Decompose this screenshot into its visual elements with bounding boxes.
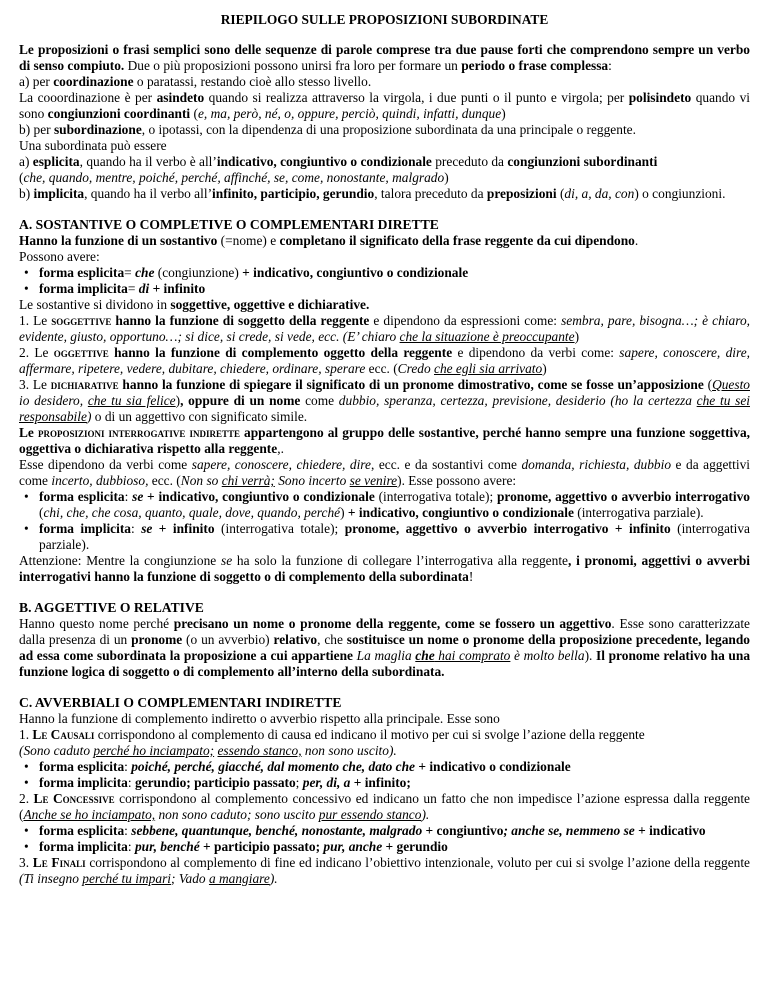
- bold-text: forma implicita: [39, 775, 128, 790]
- italic-text: chi, che, che cosa, quanto, quale, dove, quando, perché: [43, 505, 341, 520]
- text: Attenzione: Mentre la congiunzione: [19, 553, 221, 568]
- term-polisindeto: polisindeto: [628, 90, 692, 105]
- intro-paragraph: [19, 42, 750, 74]
- list-item: [39, 521, 750, 553]
- underlined-example: a mangiare: [208, 871, 270, 886]
- text: (interrogativa totale);: [214, 521, 345, 536]
- text: :: [124, 489, 133, 504]
- text: corrispondono al complemento di fine ed indicano l’obiettivo intenzionale, voluto per cui si svolge l’azione della reggente: [85, 855, 751, 870]
- subordinate-intro: Una subordinata può essere: [19, 138, 167, 153]
- italic-text: Non so: [180, 473, 222, 488]
- underlined-example: pur essendo stanco: [318, 807, 422, 822]
- text: 2.: [19, 791, 34, 806]
- text: 3.: [19, 855, 33, 870]
- explicit-line: [19, 154, 750, 186]
- implicit-line: [19, 186, 750, 202]
- page-title: RIEPILOGO SULLE PROPOSIZIONI SUBORDINATE: [220, 12, 549, 27]
- intro-bold-text: Le proposizioni o frasi semplici sono delle sequenze di parole comprese tra due pause forti che comprendono sempre un verbo di senso compiuto.: [19, 42, 750, 73]
- bold-text: completano il significato della frase reggente da cui dipendono: [279, 233, 635, 248]
- text: 1.: [19, 727, 33, 742]
- bold-text: hanno la funzione di spiegare il significato di un pronome dimostrativo, come se fosse un’apposizione: [118, 377, 704, 392]
- concessive-forms-list: [19, 823, 750, 855]
- text: b): [19, 186, 34, 201]
- section-c-heading: C. AVVERBIALI O COMPLEMENTARI INDIRETTE: [19, 695, 342, 710]
- section-a-heading: A. SOSTANTIVE O COMPLETIVE O COMPLEMENTARI DIRETTE: [19, 217, 439, 232]
- bold-text: soggettive, oggettive e dichiarative.: [170, 297, 370, 312]
- bold-text: + indicativo, congiuntivo o condizionale: [347, 505, 574, 520]
- list-item: [39, 775, 750, 791]
- italic-text: (Ti insegno: [19, 871, 83, 886]
- text: Le sostantive si dividono in: [19, 297, 171, 312]
- text: La cooordinazione è per: [19, 90, 157, 105]
- term-implicita: implicita: [33, 186, 85, 201]
- bold-text: forma implicita: [39, 281, 128, 296]
- italic-text: incerto, dubbioso,: [51, 473, 149, 488]
- text: quando si realizza attraverso la virgola, i due punti o il punto e virgola; per: [204, 90, 629, 105]
- term: Le Concessive: [33, 791, 115, 806]
- text: o paratassi, restando cioè allo stesso livello.: [133, 74, 372, 89]
- underlined-example: essendo stanco,: [217, 743, 302, 758]
- italic-text: è molto bella: [510, 648, 585, 663]
- italic-text: ; Vado: [171, 871, 209, 886]
- text: , o ipotassi, con la dipendenza di una proposizione subordinata da una principale o reggente.: [141, 122, 636, 137]
- text: . Esse sono caratterizzate dalla presenza di un: [19, 616, 750, 647]
- underlined-example: Anche se ho inciampato,: [23, 807, 156, 822]
- text: :: [127, 839, 135, 854]
- interrogative-paragraph: [19, 425, 750, 457]
- italic-text: (Sono caduto: [19, 743, 94, 758]
- concessive-paragraph: [19, 791, 750, 823]
- italic-text: sebbene, quantunque, benché, nonostante, malgrado: [131, 823, 423, 838]
- text: 1. Le: [19, 313, 52, 328]
- text: 2. Le: [19, 345, 54, 360]
- text: corrispondono al complemento di causa ed indicano il motivo per cui si svolge l’azione della reggente: [94, 727, 645, 742]
- underlined-example: perché ho inciampato;: [93, 743, 215, 758]
- underlined-example: che tu sia felice: [87, 393, 176, 408]
- bold-text: pronome, aggettivo o avverbio interrogativo: [496, 489, 750, 504]
- italic-text: se: [141, 521, 153, 536]
- finali-paragraph: [19, 855, 750, 887]
- bold-text: + infinito;: [350, 775, 411, 790]
- text: , ecc. e da sostantivi come: [370, 457, 522, 472]
- coordination-line: [19, 74, 750, 90]
- spacer: [19, 202, 750, 217]
- asyndeton-paragraph: [19, 90, 750, 122]
- bold-text: forma implicita: [39, 839, 128, 854]
- text: b) per: [19, 122, 54, 137]
- italic-text: non sono uscito).: [301, 743, 397, 758]
- text: ). Esse possono avere:: [397, 473, 517, 488]
- text: ;: [295, 775, 303, 790]
- text: .: [634, 233, 639, 248]
- text: Hanno questo nome perché: [19, 616, 174, 631]
- term-coordinazione: coordinazione: [53, 74, 134, 89]
- intro-text-end: :: [608, 58, 612, 73]
- bold-text: , oppure di un nome: [180, 393, 301, 408]
- text: =: [127, 281, 139, 296]
- italic-text: per, di, a: [302, 775, 351, 790]
- text: ,.: [277, 441, 284, 456]
- text: (: [703, 377, 713, 392]
- dependency-paragraph: [19, 457, 750, 489]
- interrogative-forms-list: [19, 489, 750, 553]
- text: 3. Le: [19, 377, 51, 392]
- italic-text: se: [132, 489, 144, 504]
- causali-paragraph: [19, 727, 750, 759]
- bold-text: + infinito: [149, 281, 206, 296]
- italic-text: pur, benché: [134, 839, 200, 854]
- term-congiunzioni: congiunzioni coordinanti: [47, 106, 191, 121]
- italic-text: ).: [421, 807, 430, 822]
- bold-text: + participio passato;: [199, 839, 324, 854]
- underlined-example: che egli sia arrivato: [434, 361, 543, 376]
- soggettive-paragraph: [19, 313, 750, 345]
- term-modes: indicativo, congiuntivo o condizionale: [216, 154, 432, 169]
- dichiarative-paragraph: [19, 377, 750, 425]
- text: (: [556, 186, 565, 201]
- list-item: [39, 759, 750, 775]
- italic-text: se: [221, 553, 233, 568]
- list-item: [39, 489, 750, 521]
- text: (o un avverbio): [182, 632, 274, 647]
- text: (interrogativa totale);: [374, 489, 497, 504]
- term-asindeto: asindeto: [156, 90, 205, 105]
- bold-text: + gerundio: [382, 839, 448, 854]
- bold-text: + indicativo, congiuntivo o condizionale: [242, 265, 469, 280]
- italic-text: Credo: [397, 361, 434, 376]
- bold-text: Hanno la funzione di un sostantivo: [19, 233, 218, 248]
- italic-text: La maglia: [353, 648, 416, 663]
- bold-text: + indicativo o condizionale: [415, 759, 571, 774]
- bold-text: forma esplicita: [39, 489, 125, 504]
- bold-text: sostituisce un nome o pronome della proposizione precedente, legando ad essa come subordinata la proposizione a cui appartiene: [19, 632, 751, 663]
- text: (: [39, 505, 44, 520]
- italic-text: che: [135, 265, 155, 280]
- text: =: [124, 265, 136, 280]
- intro-bold-term: periodo o frase complessa: [461, 58, 609, 73]
- text: ): [542, 361, 547, 376]
- section-c-intro: Hanno la funzione di complemento indiretto o avverbio rispetto alla principale. Esse sono: [19, 711, 500, 726]
- bold-text: appartengono al gruppo delle sostantive, perché hanno sempre una funzione soggettiva, oggettiva o dichiarativa rispetto alla reggente: [19, 425, 750, 456]
- italic-text: pur, anche: [323, 839, 383, 854]
- intro-text: Due o più proposizioni possono unirsi fra loro per formare un: [124, 58, 462, 73]
- text: e dipendono da verbi come:: [452, 345, 620, 360]
- text: ): [340, 505, 348, 520]
- text: ).: [584, 648, 597, 663]
- spacer: [19, 680, 750, 695]
- text: e dipendono da espressioni come:: [369, 313, 562, 328]
- text: (: [190, 106, 198, 121]
- italic-text: dubbio, speranza, certezza, previsione, desiderio (ho la certezza: [338, 393, 697, 408]
- text: preceduto da: [431, 154, 508, 169]
- text: ): [175, 393, 181, 408]
- term: oggettive: [53, 345, 109, 360]
- term-subordinazione: subordinazione: [53, 122, 142, 137]
- list-item: [39, 839, 750, 855]
- section-a-definition: [19, 233, 750, 249]
- bold-text: relativo: [273, 632, 318, 647]
- text: ecc. (: [365, 361, 398, 376]
- bold-text: gerundio; participio passato: [134, 775, 296, 790]
- term: dichiarative: [50, 377, 119, 392]
- text: :: [124, 759, 132, 774]
- bold-text: pronome, aggettivo o avverbio interrogativo + infinito: [344, 521, 671, 536]
- subordination-line: [19, 122, 750, 138]
- text: ha solo la funzione di collegare l’interrogativa alla reggente: [232, 553, 568, 568]
- text: :: [131, 521, 142, 536]
- text: !: [468, 569, 474, 584]
- text: Esse dipendono da verbi come: [19, 457, 192, 472]
- term-subordinanti: congiunzioni subordinanti: [507, 154, 658, 169]
- italic-text: io desidero,: [19, 393, 88, 408]
- bold-text: precisano un nome o pronome della reggente, come se fossero un aggettivo: [173, 616, 612, 631]
- division-line: [19, 297, 750, 313]
- list-item: [39, 265, 750, 281]
- text: ): [444, 170, 449, 185]
- forms-list: [19, 265, 750, 297]
- text: :: [127, 775, 135, 790]
- italic-text: sembra, pare, bisogna…; è chiaro, evidente, giusto, opportuno…; si dice, si crede, si vede, ecc. (E’ chiaro: [19, 313, 750, 344]
- underlined-example: se venire: [349, 473, 398, 488]
- italic-text: ): [86, 409, 92, 424]
- text: ): [501, 106, 506, 121]
- text: quando vi sono: [19, 90, 750, 121]
- text: o di un aggettivo con significato simile.: [91, 409, 308, 424]
- oggettive-paragraph: [19, 345, 750, 377]
- text: (: [19, 170, 24, 185]
- section-b-heading: B. AGGETTIVE O RELATIVE: [19, 600, 204, 615]
- underlined-example: chi verrà;: [221, 473, 275, 488]
- text: a): [19, 154, 33, 169]
- italic-text: poiché, perché, giacché, dal momento che, dato che: [131, 759, 415, 774]
- italic-text: sapere, conoscere, dire, affermare, ripetere, vedere, dubitare, chiedere, ordinare, sperare: [19, 345, 750, 376]
- underlined-example: perché tu impari: [82, 871, 172, 886]
- bold-text: forma implicita: [39, 521, 131, 536]
- text: (congiunzione): [154, 265, 243, 280]
- list-item: [39, 281, 750, 297]
- attention-paragraph: [19, 553, 750, 585]
- bold-text: forma esplicita: [39, 759, 125, 774]
- bold-text: Le: [19, 425, 38, 440]
- underlined-example: che la situazione è preoccupante: [399, 329, 575, 344]
- text: a) per: [19, 74, 54, 89]
- term-modes: infinito, participio, gerundio: [212, 186, 375, 201]
- text: ecc. (: [148, 473, 181, 488]
- bold-text: forma esplicita: [39, 823, 125, 838]
- text: ): [574, 329, 580, 344]
- italic-text: Sono incerto: [274, 473, 350, 488]
- text: come: [300, 393, 339, 408]
- underlined-example: Questo: [712, 377, 750, 392]
- bold-text: hanno la funzione di soggetto della reggente: [111, 313, 370, 328]
- bold-text: hanno la funzione di complemento oggetto della reggente: [108, 345, 453, 360]
- text: (interrogativa parziale).: [39, 521, 750, 552]
- term-preposizioni: preposizioni: [486, 186, 557, 201]
- text: e da aggettivi come: [19, 457, 750, 488]
- bold-text: + congiuntivo: [422, 823, 504, 838]
- italic-text: di: [138, 281, 150, 296]
- text: , talora preceduto da: [374, 186, 487, 201]
- underlined-example: che: [415, 648, 435, 663]
- italic-text: sapere, conoscere, chiedere, dire: [191, 457, 371, 472]
- section-b-paragraph: [19, 616, 750, 680]
- possono-line: Possono avere:: [19, 249, 100, 264]
- bold-text: forma esplicita: [39, 265, 125, 280]
- spacer: [19, 585, 750, 600]
- bold-text: + indicativo, congiuntivo o condizionale: [143, 489, 375, 504]
- text: (interrogativa parziale).: [573, 505, 704, 520]
- text: :: [124, 823, 132, 838]
- example-list: che, quando, mentre, poiché, perché, affinché, se, come, nonostante, malgrado: [23, 170, 445, 185]
- text: , quando ha il verbo è all’: [79, 154, 217, 169]
- bold-text: Il pronome relativo ha una funzione logica di soggetto o di complemento all’interno della subordinata.: [19, 648, 751, 679]
- bold-text: , i pronomi, aggettivi o avverbi interrogativi hanno la funzione di soggetto o di complemento della subordinata: [19, 553, 750, 584]
- bold-text: pronome: [131, 632, 183, 647]
- text: corrispondono al complemento concessivo ed indicano un fatto che non impedisce l’azione espressa dalla reggente (: [19, 791, 750, 822]
- term: Le Causali: [32, 727, 95, 742]
- list-item: [39, 823, 750, 839]
- underlined-example: che tu sei responsabile: [19, 393, 750, 424]
- term: proposizioni interrogative indirette: [37, 425, 240, 440]
- example-list: di, a, da, con: [564, 186, 635, 201]
- text: ) o congiunzioni.: [634, 186, 726, 201]
- term-esplicita: esplicita: [32, 154, 80, 169]
- italic-text: ).: [269, 871, 278, 886]
- example-list: e, ma, però, né, o, oppure, perciò, quindi, infatti, dunque: [197, 106, 502, 121]
- term: soggettive: [51, 313, 112, 328]
- bold-text: + indicativo: [634, 823, 706, 838]
- text: (=nome) e: [217, 233, 280, 248]
- underlined-example: hai comprato: [434, 648, 511, 663]
- text: , quando ha il verbo all’: [84, 186, 213, 201]
- italic-text: non sono caduto; sono uscito: [155, 807, 319, 822]
- bold-text: + infinito: [152, 521, 215, 536]
- italic-text: ; anche se, nemmeno se: [503, 823, 635, 838]
- term: Le Finali: [32, 855, 86, 870]
- italic-text: domanda, richiesta, dubbio: [521, 457, 672, 472]
- causali-forms-list: [19, 759, 750, 791]
- text: , che: [317, 632, 347, 647]
